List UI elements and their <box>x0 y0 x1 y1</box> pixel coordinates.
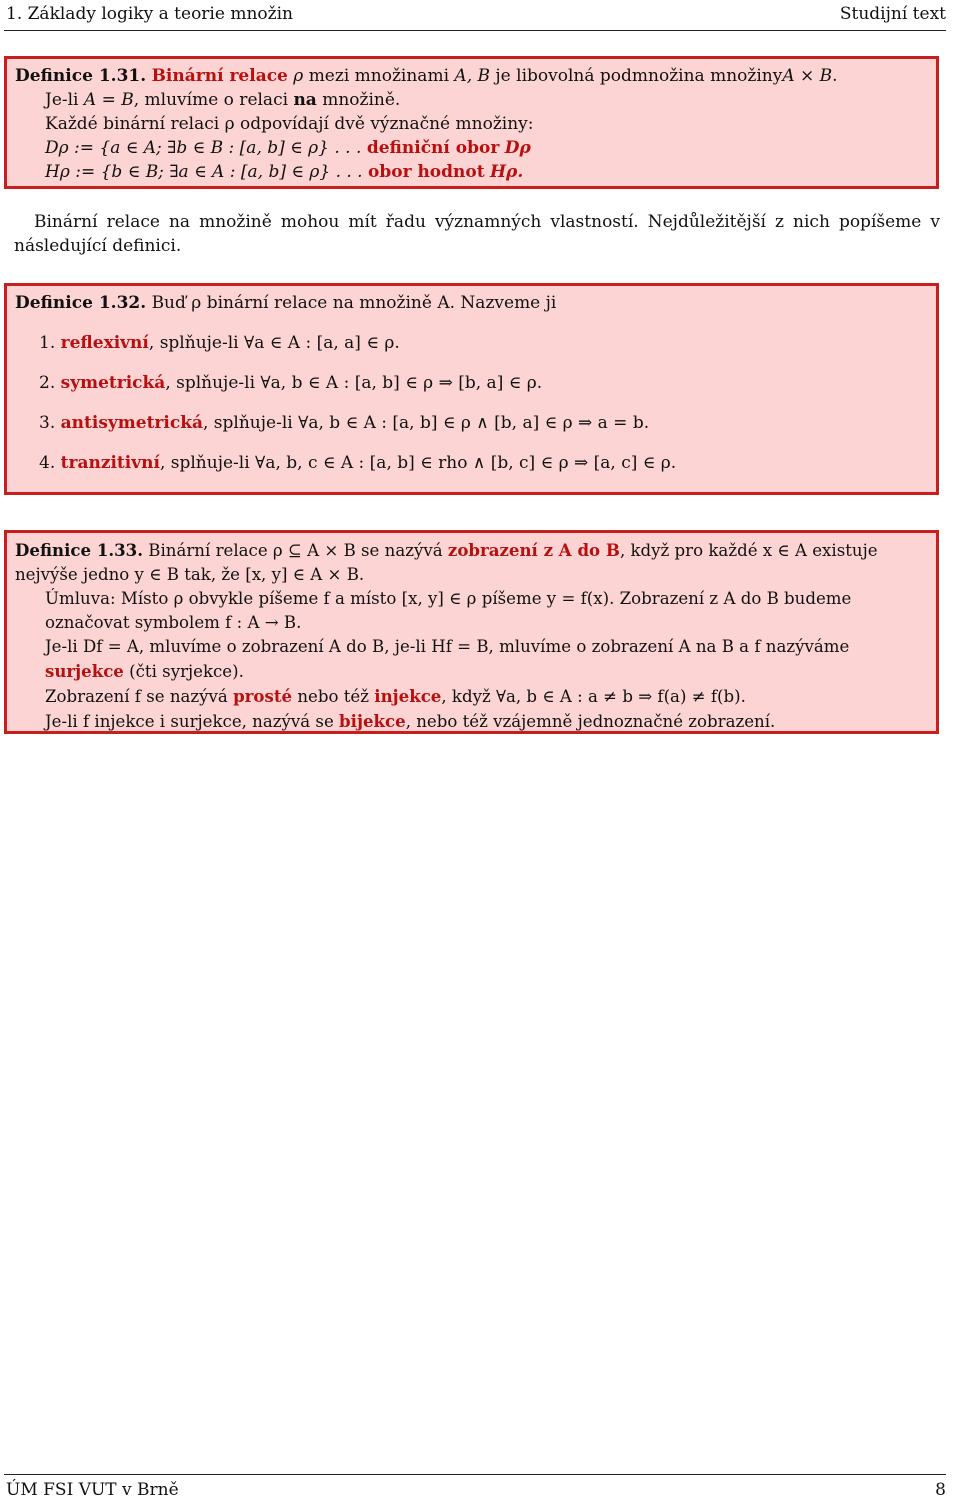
header-doc-type: Studijní text <box>839 4 946 24</box>
def-1-32-heading <box>15 291 928 315</box>
def-1-33-para-5 <box>15 709 928 734</box>
def-1-31-line-2 <box>15 88 928 112</box>
def-1-31-sets: A, B <box>454 66 490 86</box>
mapping-term: zobrazení z A do B <box>447 540 620 560</box>
def-1-31-line-3: Každé binární relaci ρ odpovídají dvě význačné množiny: <box>45 114 534 134</box>
range-term: obor hodnot <box>368 162 485 182</box>
domain-symbol: Dρ <box>504 138 531 158</box>
list-item <box>15 331 928 355</box>
injection-term: injekce <box>374 686 442 706</box>
def-1-31-line-5 <box>15 160 928 184</box>
footer-institution: ÚM FSI VUT v Brně <box>6 1480 179 1500</box>
def-1-31-label: Definice 1.31. <box>15 66 147 86</box>
property-term: symetrická <box>60 373 166 393</box>
line2-bold: na <box>293 90 317 110</box>
def-1-31-line-1: Definice 1.31. Binární relace ρ mezi množinami A, B je libovolná podmnožina množinyA × B. <box>15 66 838 86</box>
property-condition: , splňuje-li ∀a, b ∈ A : [a, b] ∈ ρ ⇒ [b, a] ∈ ρ. <box>165 373 543 393</box>
def-1-33-p5-b: , nebo též vzájemně jednoznačné zobrazení. <box>405 712 776 731</box>
property-condition: , splňuje-li ∀a ∈ A : [a, a] ∈ ρ. <box>148 333 400 353</box>
property-term: antisymetrická <box>60 413 203 433</box>
bijection-term: bijekce <box>339 711 406 731</box>
property-condition: , splňuje-li ∀a, b ∈ A : [a, b] ∈ ρ ∧ [b, a] ∈ ρ ⇒ a = b. <box>203 413 650 433</box>
def-1-33-para-1 <box>15 538 928 587</box>
def-1-33-p1-a: Binární relace ρ ⊆ A × B se nazývá <box>148 541 443 560</box>
definition-1-31-box <box>4 56 939 189</box>
def-1-33-p4-b: nebo též <box>297 687 369 706</box>
def-1-33-p3-a: Je-li Df = A, mluvíme o zobrazení A do B, je-li Hf = B, mluvíme o zobrazení A na B a f nazýváme <box>45 637 850 656</box>
line2-eq: A = B <box>83 90 134 110</box>
list-item <box>15 451 928 475</box>
def-1-32-intro: Buď ρ binární relace na množině A. Nazveme ji <box>151 293 557 313</box>
header-chapter: 1. Základy logiky a teorie množin <box>6 4 293 24</box>
range-symbol: Hρ. <box>489 162 524 182</box>
line2-b: , mluvíme o relaci <box>133 90 289 110</box>
def-1-31-line-4 <box>15 136 928 160</box>
def-1-32-label: Definice 1.32. <box>15 293 147 313</box>
def-1-33-p5-a: Je-li f injekce i surjekce, nazývá se <box>45 712 334 731</box>
def-1-33-p3-b: (čti syrjekce). <box>129 662 244 681</box>
line2-c: množině. <box>322 90 401 110</box>
def-1-33-label: Definice 1.33. <box>15 540 144 560</box>
range-formula: Hρ := {b ∈ B; ∃a ∈ A : [a, b] ∈ ρ} . . . <box>45 162 363 182</box>
page-footer <box>6 1478 946 1502</box>
domain-formula: Dρ := {a ∈ A; ∃b ∈ B : [a, b] ∈ ρ} . . . <box>45 138 362 158</box>
list-item <box>15 371 928 395</box>
domain-term: definiční obor <box>366 138 500 158</box>
intro-paragraph: Binární relace na množině mohou mít řadu významných vlastností. Nejdůležitější z nich popíšeme v následující definici. <box>14 212 940 256</box>
property-term: tranzitivní <box>60 453 160 473</box>
page-number: 8 <box>935 1480 946 1500</box>
header-rule <box>4 30 946 31</box>
def-1-33-p4-a: Zobrazení f se nazývá <box>45 687 228 706</box>
def-1-31-text1: mezi množinami <box>308 66 450 86</box>
item-number: 1. <box>39 333 56 353</box>
def-1-31-text2: je libovolná podmnožina množiny <box>495 66 783 86</box>
definition-1-32-box <box>4 283 939 495</box>
list-item <box>15 411 928 435</box>
injective-term: prosté <box>233 686 293 706</box>
rho-symbol: ρ <box>293 66 304 86</box>
def-1-33-para-2: Úmluva: Místo ρ obvykle píšeme f a místo [x, y] ∈ ρ píšeme y = f(x). Zobrazení z A do B budeme označovat symbolem f : A → B. <box>45 589 852 632</box>
surjection-term: surjekce <box>45 661 124 681</box>
item-number: 4. <box>39 453 56 473</box>
item-number: 3. <box>39 413 56 433</box>
page-header <box>6 0 946 28</box>
def-1-31-term: Binární relace <box>151 66 288 86</box>
footer-rule <box>4 1474 946 1475</box>
definition-1-33-box <box>4 530 939 734</box>
property-term: reflexivní <box>60 333 149 353</box>
def-1-33-para-3 <box>15 635 928 684</box>
property-condition: , splňuje-li ∀a, b, c ∈ A : [a, b] ∈ rho ∧ [b, c] ∈ ρ ⇒ [a, c] ∈ ρ. <box>159 453 677 473</box>
def-1-33-p4-c: , když ∀a, b ∈ A : a ≠ b ⇒ f(a) ≠ f(b). <box>441 687 746 706</box>
def-1-31-product: A × B <box>782 66 833 86</box>
item-number: 2. <box>39 373 56 393</box>
def-1-33-p1-b: , když pro každé x ∈ A existuje nejvýše jedno y ∈ B tak, že [x, y] ∈ A × B. <box>15 541 878 584</box>
def-1-33-para-4 <box>15 684 928 709</box>
line2-a: Je-li <box>45 90 79 110</box>
